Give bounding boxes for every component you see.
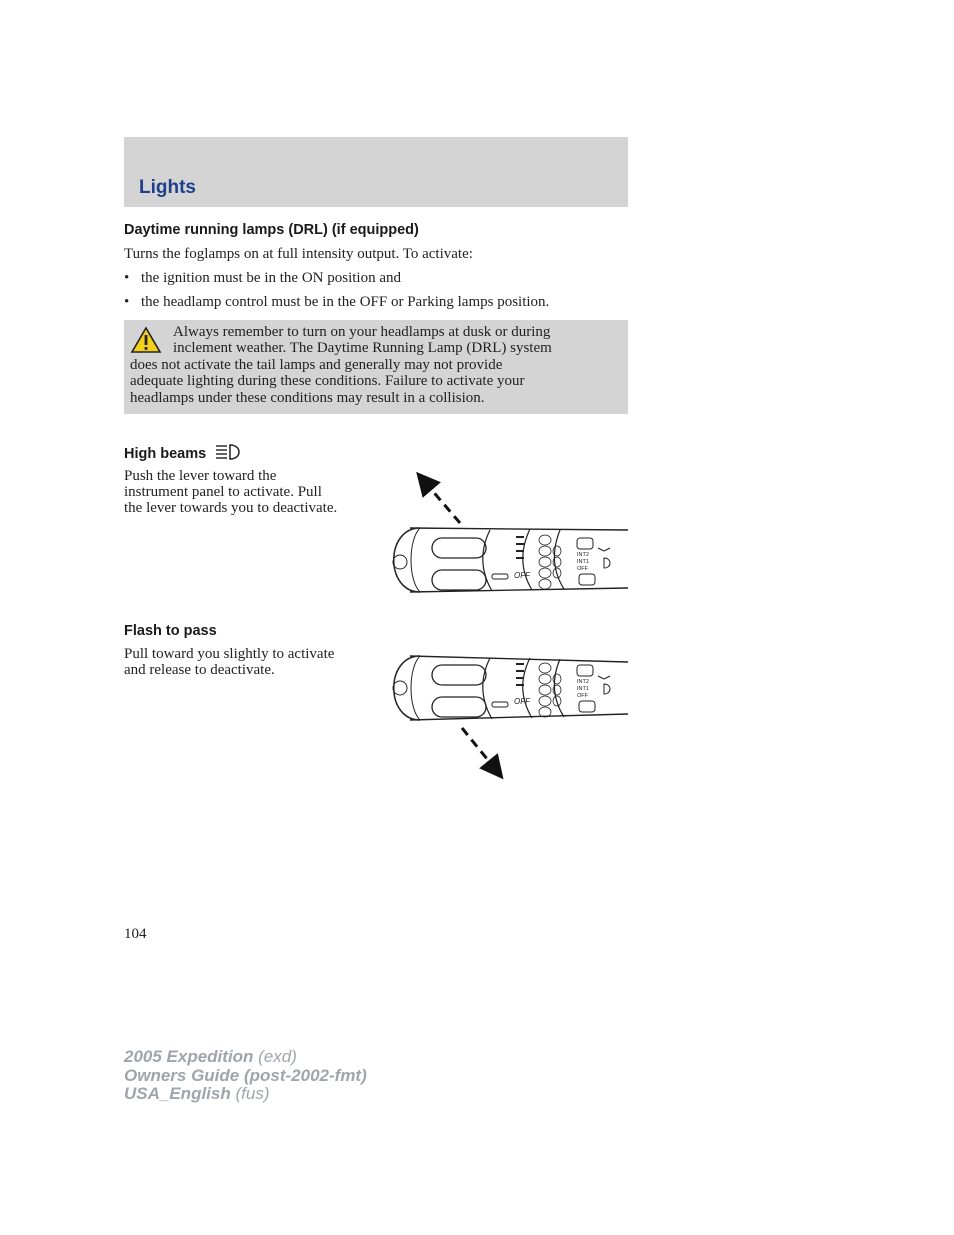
footer-line-3: USA_English (fus) <box>124 1084 270 1103</box>
high-beam-icon <box>212 443 244 461</box>
footer-line-2: Owners Guide (post-2002-fmt) <box>124 1066 367 1085</box>
lever-off-small-label: OFF <box>577 693 588 699</box>
high-beams-text: Push the lever toward the instrument panel to activate. Pull the lever towards you to deactivate. <box>124 468 338 516</box>
pull-direction-arrow <box>462 728 496 770</box>
drl-intro: Turns the foglamps on at full intensity output. To activate: <box>124 246 473 262</box>
flash-to-pass-text: Pull toward you slightly to activate and release to deactivate. <box>124 646 335 678</box>
lever-int1-label: INT1 <box>577 559 589 565</box>
washer-icon <box>579 574 595 585</box>
flash-to-pass-lever-illustration <box>380 648 630 780</box>
high-beam-icon <box>604 558 610 568</box>
washer-icon <box>579 701 595 712</box>
lever-off-label: OFF <box>514 571 530 580</box>
warning-text: Always remember to turn on your headlamps at dusk or during inclement weather. The Daytime Running Lamp (DRL) system does not activate the tail lamps and generally may not provide adequate lighting during these conditions. Failure to activate your headlamps under these conditions may result in a collision. <box>130 324 552 406</box>
drl-heading: Daytime running lamps (DRL) (if equipped) <box>124 222 419 238</box>
high-beams-heading: High beams <box>124 443 244 462</box>
high-beams-lever-illustration <box>380 470 630 600</box>
lever-int2-label: INT2 <box>577 552 589 558</box>
lever-off-small-label: OFF <box>577 566 588 572</box>
washer-icon <box>577 538 593 549</box>
lever-off-label: OFF <box>514 697 530 706</box>
list-item: • the ignition must be in the ON position and <box>124 270 401 286</box>
page-number: 104 <box>124 926 147 942</box>
section-title: Lights <box>139 177 196 198</box>
footer-line-1: 2005 Expedition (exd) <box>124 1047 297 1066</box>
lever-int2-label: INT2 <box>577 679 589 685</box>
washer-icon <box>577 665 593 676</box>
list-item: • the headlamp control must be in the OFF or Parking lamps position. <box>124 294 550 310</box>
high-beam-icon <box>604 684 610 694</box>
push-direction-arrow <box>424 481 460 523</box>
section-header-band <box>124 137 628 207</box>
lever-int1-label: INT1 <box>577 686 589 692</box>
flash-to-pass-heading: Flash to pass <box>124 623 217 639</box>
